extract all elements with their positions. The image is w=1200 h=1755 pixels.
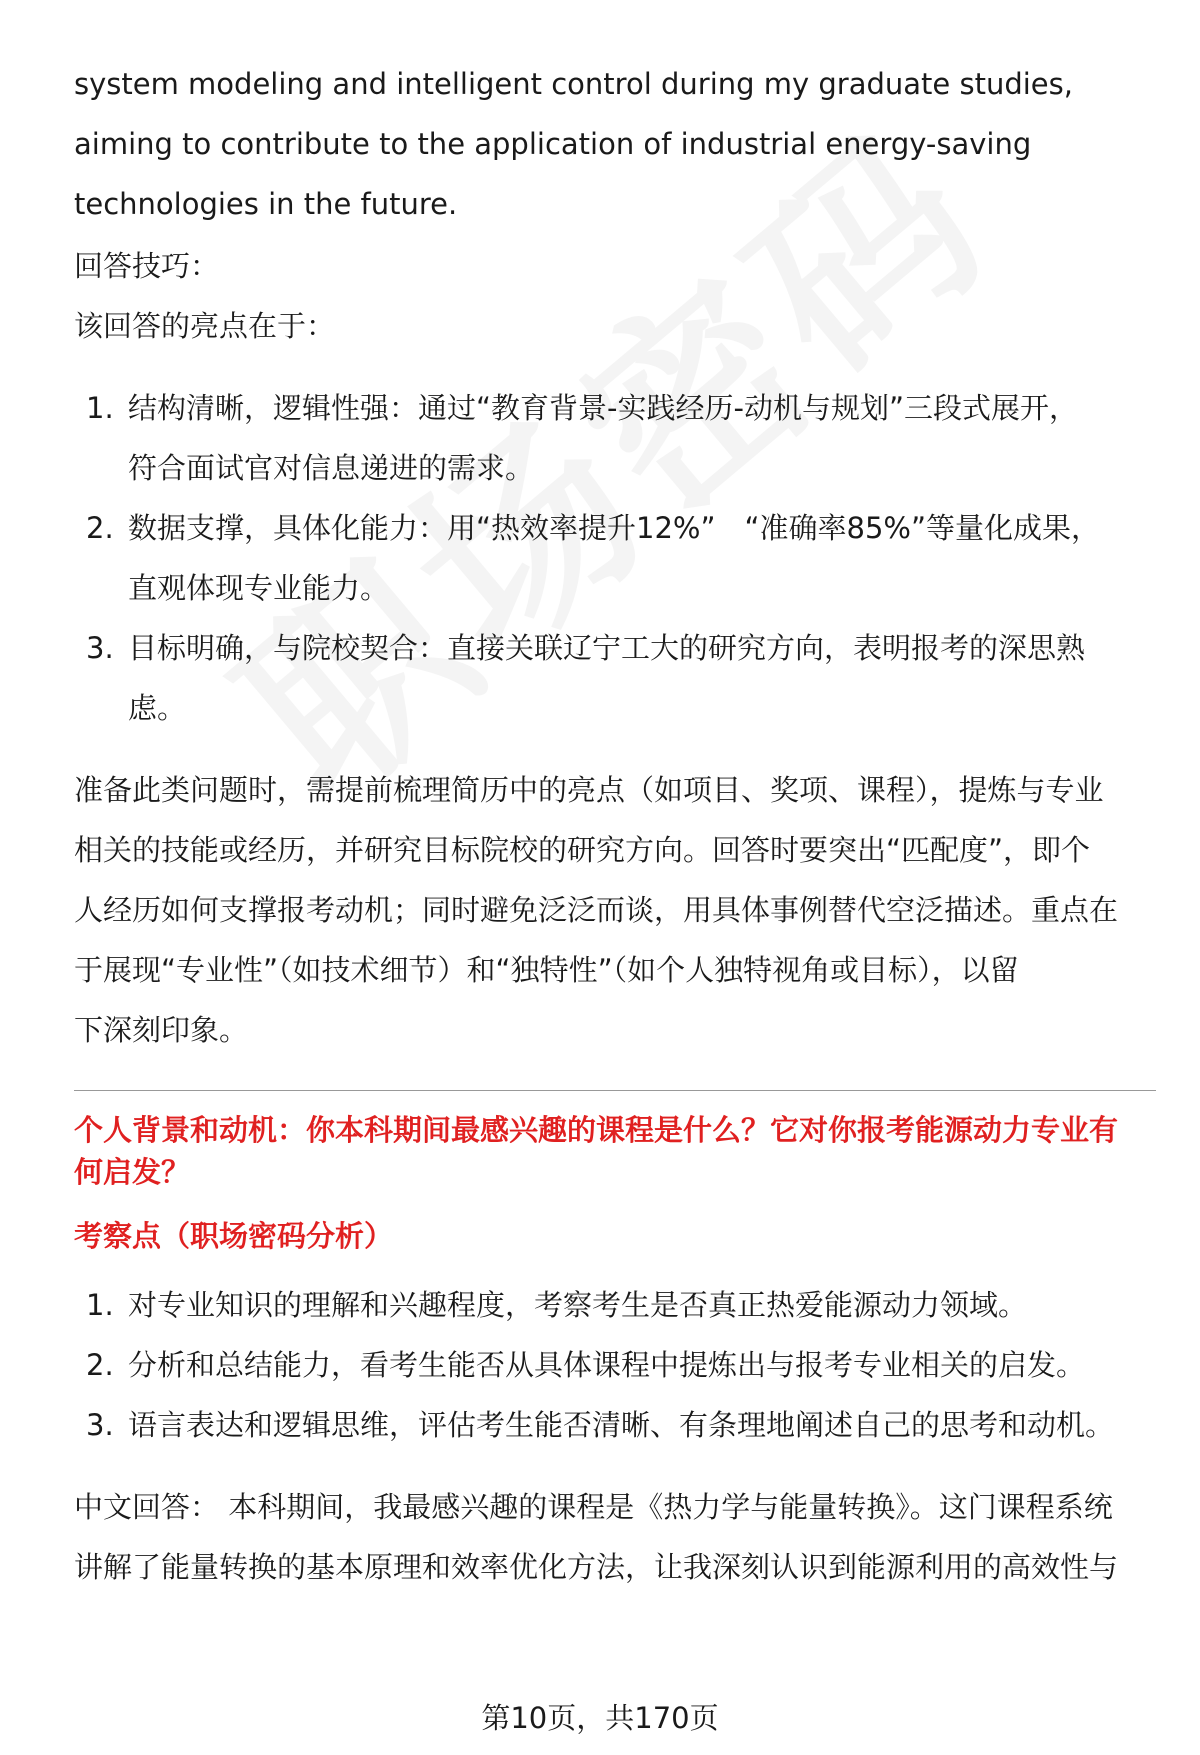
page-content <box>74 54 1154 1597</box>
list-line: 虑。 <box>128 691 187 725</box>
list-line: 结构清晰，逻辑性强：通过“教育背景-实践经历-动机与规划”三段式展开， <box>128 391 1078 425</box>
analysis-heading: 考察点（职场密码分析） <box>74 1219 394 1253</box>
paragraph-line: 准备此类问题时，需提前梳理简历中的亮点（如项目、奖项、课程），提炼与专业 <box>74 773 1104 807</box>
paragraph-line: 下深刻印象。 <box>74 1013 249 1047</box>
list-item <box>74 1395 1154 1455</box>
paragraph-line: 于展现“专业性”（如技术细节）和“独特性”（如个人独特视角或目标），以留 <box>74 953 1019 987</box>
list-line: 直观体现专业能力。 <box>128 571 390 605</box>
list-number: 2. <box>86 511 114 545</box>
list-item <box>74 378 1154 498</box>
list-item <box>74 1275 1154 1335</box>
question-heading <box>74 1109 1154 1193</box>
list-line: 符合面试官对信息递进的需求。 <box>128 451 535 485</box>
paragraph-line: 人经历如何支撑报考动机；同时避免泛泛而谈，用具体事例替代空泛描述。重点在 <box>74 893 1119 927</box>
tips-label: 回答技巧： <box>74 249 220 283</box>
list-line: 语言表达和逻辑思维，评估考生能否清晰、有条理地阐述自己的思考和动机。 <box>128 1408 1115 1442</box>
list-number: 2. <box>86 1348 114 1382</box>
intro-line: system modeling and intelligent control during my graduate studies, <box>74 67 1073 101</box>
chinese-answer-paragraph <box>74 1477 1154 1597</box>
question-line: 何启发？ <box>74 1155 191 1189</box>
list-item <box>74 1335 1154 1395</box>
list-number: 3. <box>86 1408 114 1442</box>
list-number: 1. <box>86 391 114 425</box>
list-line: 数据支撑，具体化能力：用“热效率提升12%” “准确率85%”等量化成果， <box>128 511 1101 545</box>
intro-english-paragraph <box>74 54 1154 234</box>
question-line: 个人背景和动机：你本科期间最感兴趣的课程是什么？它对你报考能源动力专业有 <box>74 1113 1119 1147</box>
intro-line: aiming to contribute to the application of industrial energy-saving <box>74 127 1032 161</box>
list-line: 分析和总结能力，看考生能否从具体课程中提炼出与报考专业相关的启发。 <box>128 1348 1086 1382</box>
list-line: 对专业知识的理解和兴趣程度，考察考生是否真正热爱能源动力领域。 <box>128 1288 1028 1322</box>
preparation-paragraph <box>74 760 1154 1060</box>
page-number-footer: 第10页，共170页 <box>481 1701 719 1735</box>
list-item <box>74 498 1154 618</box>
intro-line: technologies in the future. <box>74 187 458 221</box>
highlights-label: 该回答的亮点在于： <box>74 309 336 343</box>
paragraph-line: 中文回答： 本科期间，我最感兴趣的课程是《热力学与能量转换》。这门课程系统 <box>74 1490 1113 1524</box>
section-divider <box>74 1090 1156 1091</box>
list-item <box>74 618 1154 738</box>
highlights-list <box>74 378 1154 738</box>
analysis-list <box>74 1275 1154 1455</box>
list-number: 1. <box>86 1288 114 1322</box>
list-number: 3. <box>86 631 114 665</box>
paragraph-line: 相关的技能或经历，并研究目标院校的研究方向。回答时要突出“匹配度”，即个 <box>74 833 1091 867</box>
paragraph-line: 讲解了能量转换的基本原理和效率优化方法，让我深刻认识到能源利用的高效性与 <box>74 1550 1119 1584</box>
list-line: 目标明确，与院校契合：直接关联辽宁工大的研究方向，表明报考的深思熟 <box>128 631 1086 665</box>
